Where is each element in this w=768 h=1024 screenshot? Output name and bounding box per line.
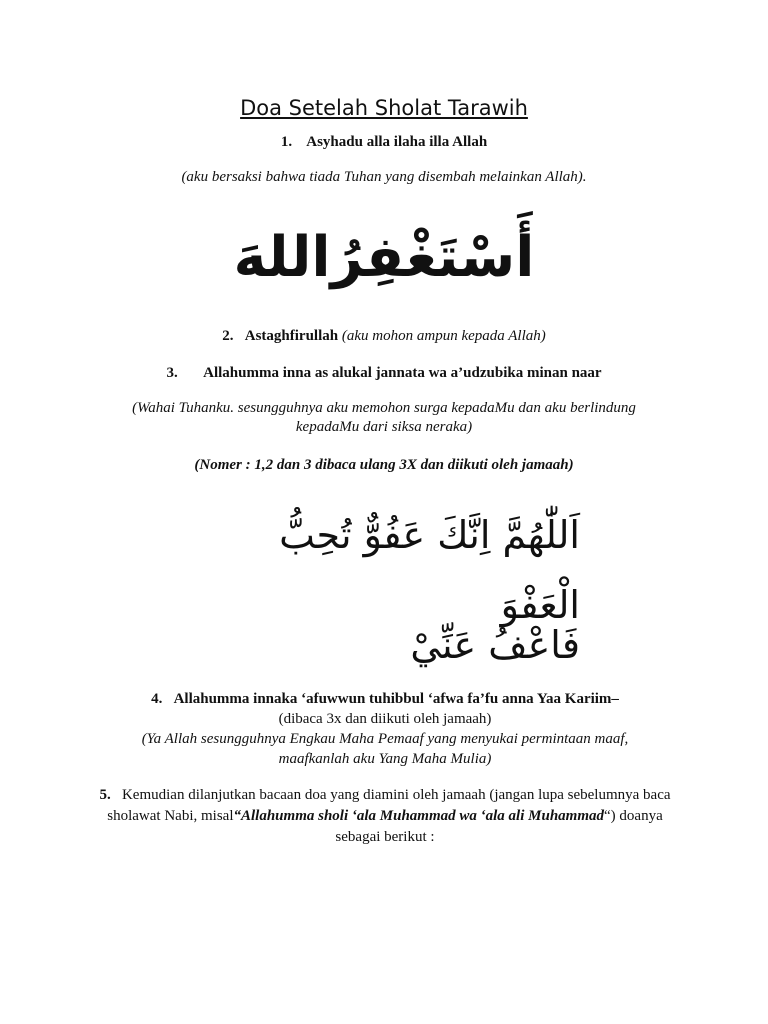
item-2-translation: (aku mohon ampun kepada Allah) (341, 328, 546, 344)
item-1-translation: (aku bersaksi bahwa tiada Tuhan yang disembah melainkan Allah). (181, 169, 587, 185)
item-5-text: Kemudian dilanjutkan bacaan doa yang diamini oleh jamaah (jangan lupa sebelumnya baca sholawat Nabi, misal (107, 787, 671, 824)
item-2 (0, 326, 768, 346)
item-1-number: 1. (280, 134, 293, 150)
item-5-text-after: “) doanya sebagai berikut : (335, 808, 663, 845)
item-4-translation-line2: maafkanlah aku Yang Maha Mulia) (278, 751, 492, 767)
item-5-number: 5. (99, 787, 111, 803)
item-3-translation-line2: kepadaMu dari siksa neraka) (295, 419, 473, 435)
item-3-number: 3. (166, 365, 178, 381)
item-1-latin: Asyhadu alla ilaha illa Allah (306, 134, 488, 150)
item-2-latin: Astaghfirullah (244, 328, 339, 344)
item-3-latin: Allahumma inna as alukal jannata wa a’udzubika minan naar (203, 365, 602, 381)
item-5-sholawat: “Allahumma sholi ‘ala Muhammad wa ‘ala ali Muhammad (233, 808, 605, 824)
page-title: Doa Setelah Sholat Tarawih (240, 96, 528, 120)
item-3 (0, 363, 768, 383)
item-4-note: (dibaca 3x dan diikuti oleh jamaah) (278, 711, 492, 727)
item-5 (90, 785, 680, 848)
repeat-note: (Nomer : 1,2 dan 3 dibaca ulang 3X dan diikuti oleh jamaah) (194, 457, 574, 473)
item-4-heading (90, 689, 680, 709)
item-4-translation-line1: (Ya Allah sesungguhnya Engkau Maha Pemaaf yang menyukai permintaan maaf, (141, 731, 629, 747)
item-1 (0, 132, 768, 152)
arabic-astaghfirullah: أَسْتَغْفِرُاللهَ (233, 225, 535, 290)
item-4-latin: Allahumma innaka ‘afuwwun tuhibbul ‘afwa fa’fu anna Yaa Kariim– (173, 691, 619, 707)
item-2-number: 2. (222, 328, 234, 344)
arabic-fafu-anni: فَاعْفُ عَنِّيْ (410, 623, 580, 667)
item-4 (90, 689, 680, 769)
item-3-translation-line1: (Wahai Tuhanku. sesungguhnya aku memohon surga kepadaMu dan aku berlindung (132, 400, 636, 416)
item-4-number: 4. (151, 691, 163, 707)
arabic-allahumma-innaka: اَللّٰهُمَّ اِنَّكَ عَفُوٌّ تُحِبُّ الْعَفْوَ (279, 513, 580, 627)
